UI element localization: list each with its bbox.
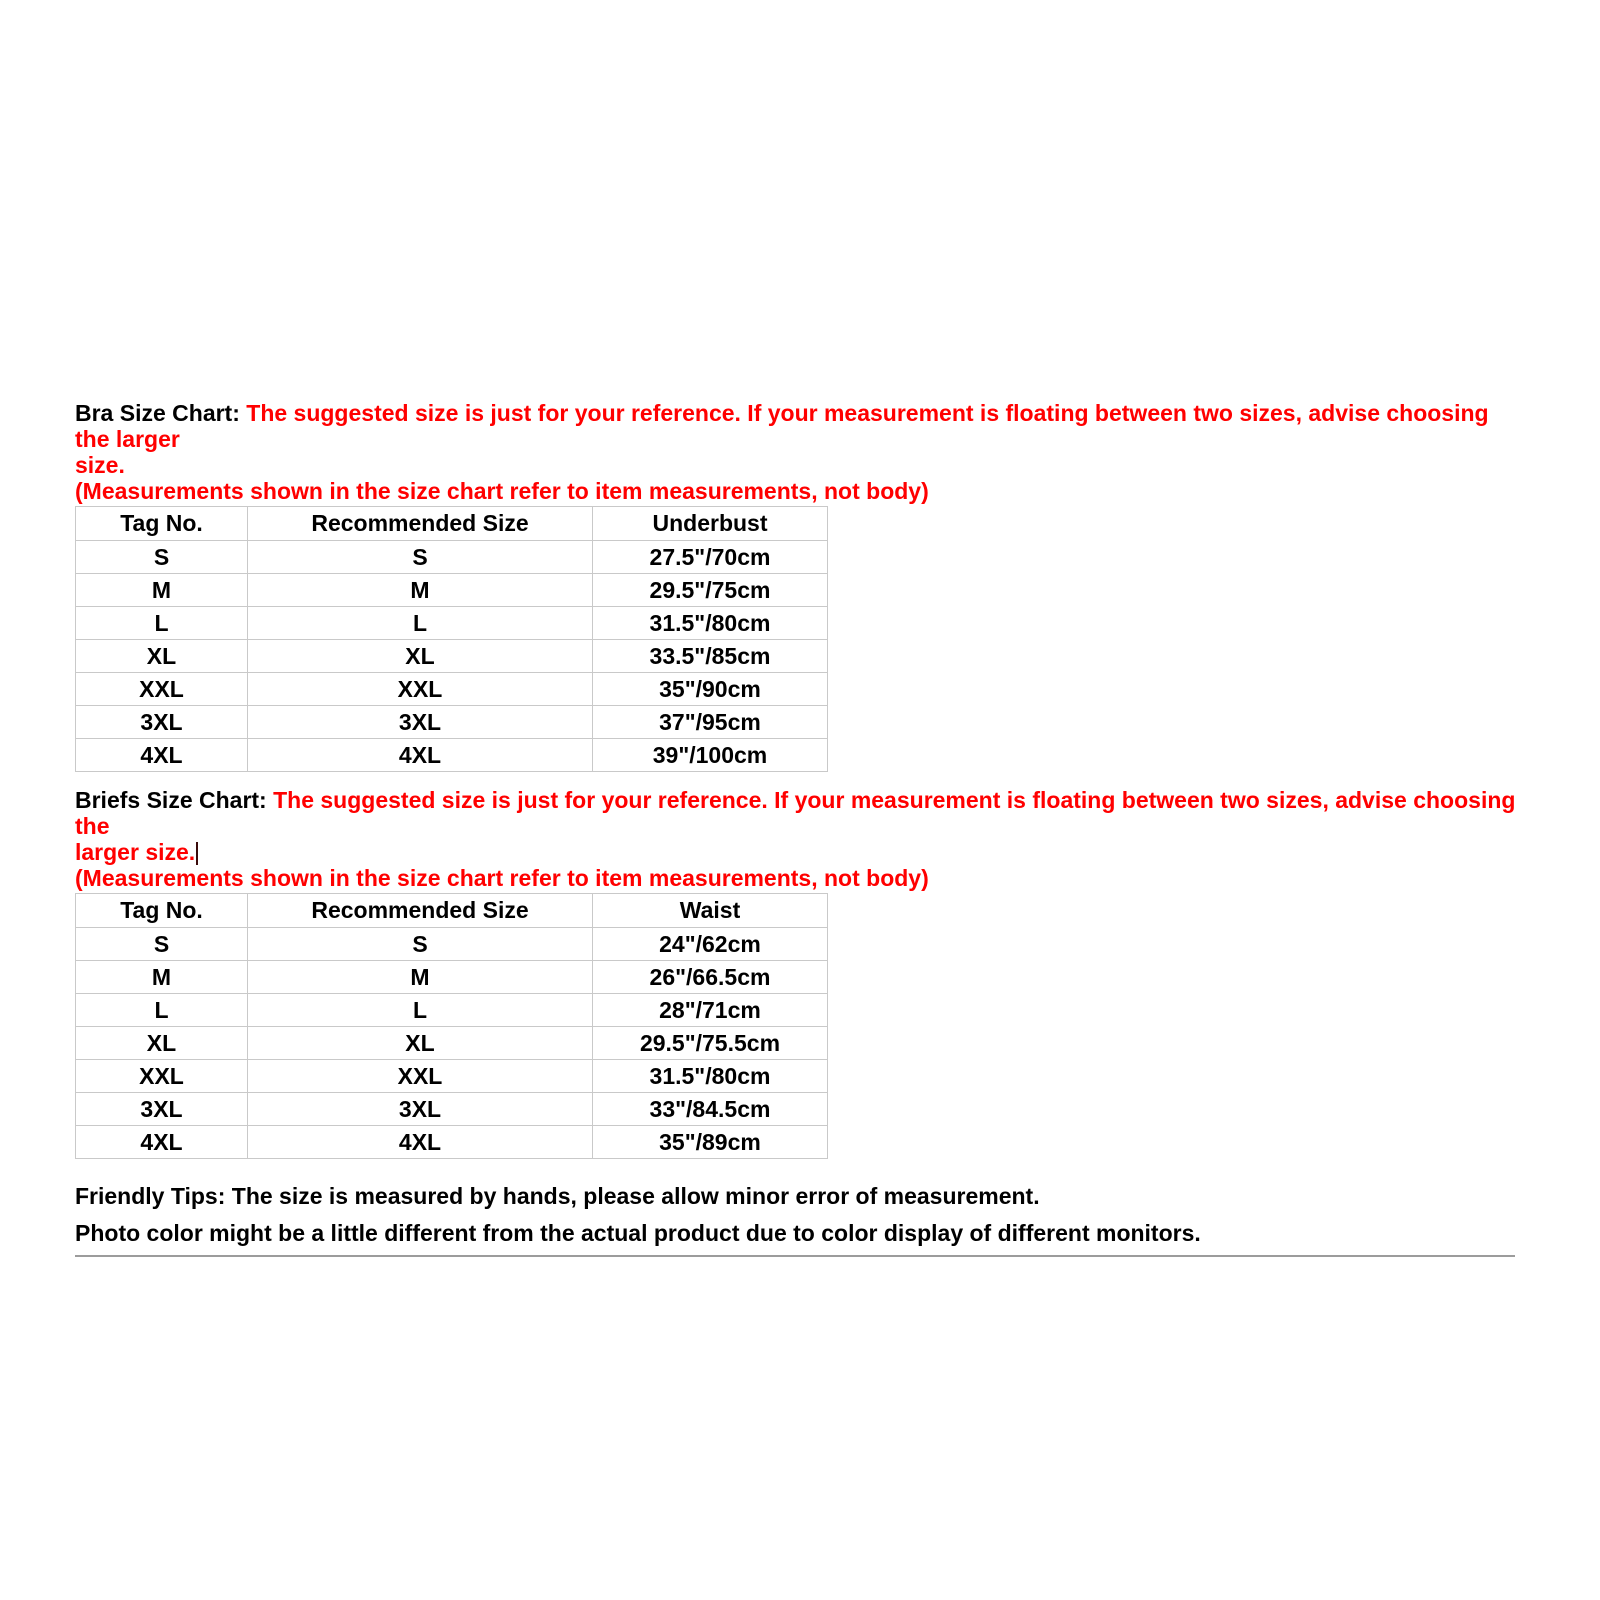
table-cell: S bbox=[248, 928, 593, 961]
table-cell: 33.5"/85cm bbox=[593, 640, 828, 673]
table-cell: M bbox=[76, 961, 248, 994]
size-chart-content bbox=[75, 400, 1523, 1257]
table-cell: XXL bbox=[248, 1060, 593, 1093]
table-row bbox=[76, 1126, 828, 1159]
bra-chart-note-line2: size. bbox=[75, 452, 125, 478]
table-row bbox=[76, 739, 828, 772]
table-cell: 4XL bbox=[76, 1126, 248, 1159]
briefs-chart-heading bbox=[75, 787, 1523, 891]
table-cell: 29.5"/75cm bbox=[593, 574, 828, 607]
table-header-row bbox=[76, 507, 828, 541]
table-cell: XL bbox=[248, 1027, 593, 1060]
table-cell: XL bbox=[76, 640, 248, 673]
table-cell: M bbox=[248, 574, 593, 607]
table-row bbox=[76, 961, 828, 994]
table-cell: 3XL bbox=[76, 706, 248, 739]
table-row bbox=[76, 1060, 828, 1093]
briefs-chart-note-line1: The suggested size is just for your reference. If your measurement is floating between two sizes, advise choosing the bbox=[75, 787, 1516, 839]
table-cell: S bbox=[248, 541, 593, 574]
table-cell: 4XL bbox=[76, 739, 248, 772]
table-cell: 26"/66.5cm bbox=[593, 961, 828, 994]
table-cell: L bbox=[76, 994, 248, 1027]
table-cell: 35"/89cm bbox=[593, 1126, 828, 1159]
table-row bbox=[76, 1027, 828, 1060]
table-cell: 31.5"/80cm bbox=[593, 607, 828, 640]
bra-chart-title: Bra Size Chart: bbox=[75, 400, 240, 426]
table-header-cell: Tag No. bbox=[76, 894, 248, 928]
text-caret bbox=[196, 842, 198, 865]
bra-size-table bbox=[75, 506, 828, 772]
table-cell: S bbox=[76, 928, 248, 961]
table-cell: 33"/84.5cm bbox=[593, 1093, 828, 1126]
table-row bbox=[76, 673, 828, 706]
briefs-chart-title: Briefs Size Chart: bbox=[75, 787, 267, 813]
table-header-cell: Tag No. bbox=[76, 507, 248, 541]
table-cell: 31.5"/80cm bbox=[593, 1060, 828, 1093]
table-cell: L bbox=[248, 607, 593, 640]
table-cell: 4XL bbox=[248, 739, 593, 772]
table-header-cell: Recommended Size bbox=[248, 894, 593, 928]
table-row bbox=[76, 1093, 828, 1126]
briefs-chart-sub-note: (Measurements shown in the size chart refer to item measurements, not body) bbox=[75, 865, 929, 891]
table-header-row bbox=[76, 894, 828, 928]
bra-chart-sub-note: (Measurements shown in the size chart refer to item measurements, not body) bbox=[75, 478, 929, 504]
table-cell: 3XL bbox=[248, 706, 593, 739]
table-cell: 28"/71cm bbox=[593, 994, 828, 1027]
table-header-cell: Recommended Size bbox=[248, 507, 593, 541]
bottom-divider bbox=[75, 1255, 1515, 1257]
table-row bbox=[76, 928, 828, 961]
table-row bbox=[76, 994, 828, 1027]
friendly-tips-note: Friendly Tips: The size is measured by hands, please allow minor error of measurement. bbox=[75, 1183, 1040, 1209]
table-row bbox=[76, 607, 828, 640]
table-cell: M bbox=[76, 574, 248, 607]
table-cell: L bbox=[248, 994, 593, 1027]
table-header-cell: Waist bbox=[593, 894, 828, 928]
table-cell: 29.5"/75.5cm bbox=[593, 1027, 828, 1060]
table-cell: 35"/90cm bbox=[593, 673, 828, 706]
table-cell: XXL bbox=[248, 673, 593, 706]
table-cell: 4XL bbox=[248, 1126, 593, 1159]
table-row bbox=[76, 541, 828, 574]
briefs-size-table bbox=[75, 893, 828, 1159]
table-cell: XL bbox=[248, 640, 593, 673]
briefs-chart-note-line2: larger size. bbox=[75, 839, 196, 865]
table-row bbox=[76, 706, 828, 739]
table-cell: 3XL bbox=[76, 1093, 248, 1126]
photo-color-note: Photo color might be a little different from the actual product due to color display of different monitors. bbox=[75, 1220, 1201, 1246]
bra-chart-note-line1: The suggested size is just for your reference. If your measurement is floating between two sizes, advise choosing the larger bbox=[75, 400, 1489, 452]
table-cell: M bbox=[248, 961, 593, 994]
table-cell: 37"/95cm bbox=[593, 706, 828, 739]
table-cell: 39"/100cm bbox=[593, 739, 828, 772]
table-cell: 3XL bbox=[248, 1093, 593, 1126]
table-cell: 24"/62cm bbox=[593, 928, 828, 961]
table-header-cell: Underbust bbox=[593, 507, 828, 541]
table-cell: XXL bbox=[76, 673, 248, 706]
table-cell: XXL bbox=[76, 1060, 248, 1093]
table-cell: 27.5"/70cm bbox=[593, 541, 828, 574]
bra-chart-heading bbox=[75, 400, 1523, 504]
table-cell: S bbox=[76, 541, 248, 574]
table-row bbox=[76, 640, 828, 673]
table-row bbox=[76, 574, 828, 607]
table-cell: XL bbox=[76, 1027, 248, 1060]
table-cell: L bbox=[76, 607, 248, 640]
